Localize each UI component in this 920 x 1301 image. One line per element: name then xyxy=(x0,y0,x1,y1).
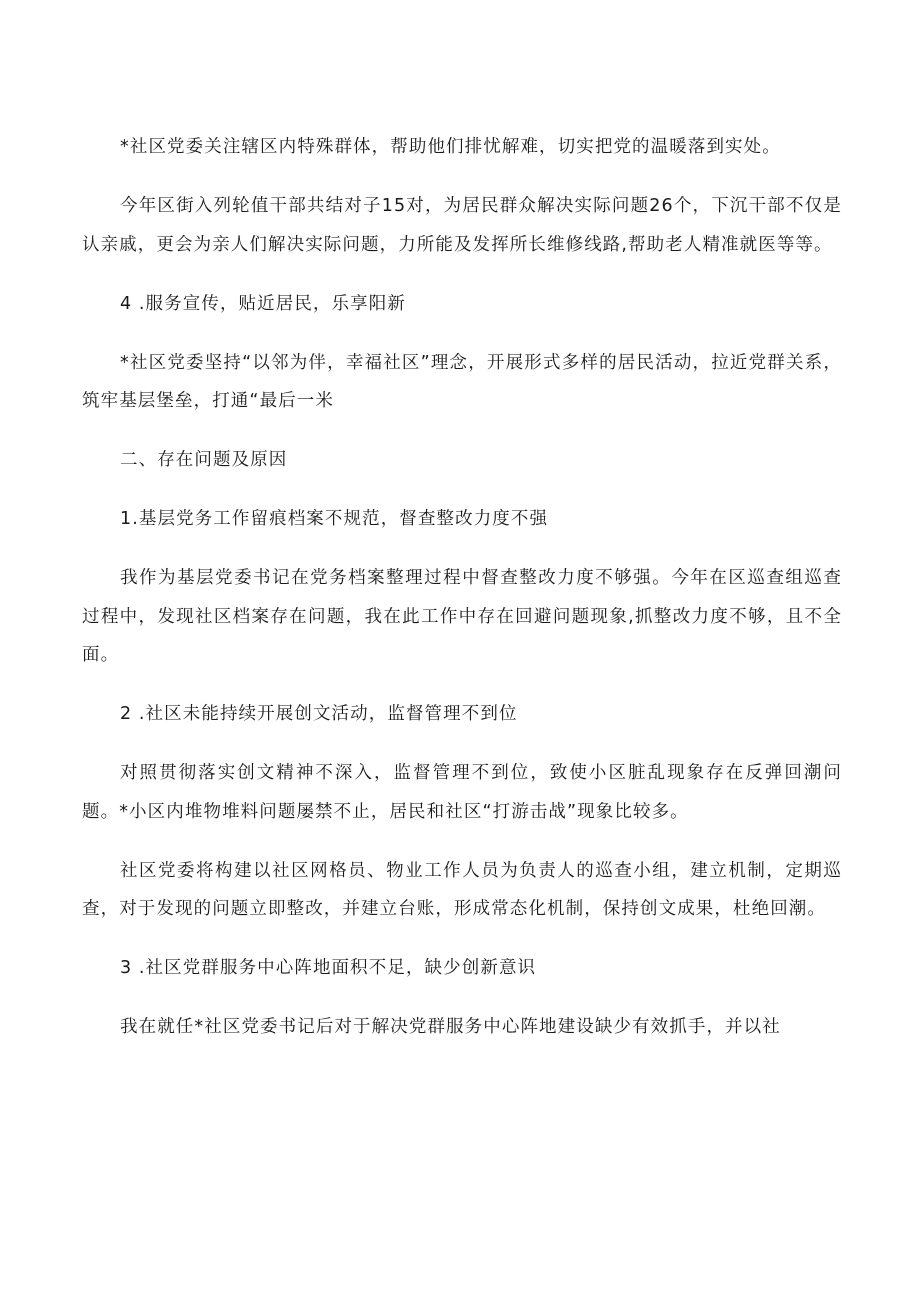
heading-civilization-campaign: 2 .社区未能持续开展创文活动，监督管理不到位 xyxy=(120,704,518,724)
heading-service-promotion: 4 .服务宣传，贴近居民，乐享阳新 xyxy=(120,293,406,314)
heading-service-center: 3 .社区党群服务中心阵地面积不足，缺少创新意识 xyxy=(120,958,537,978)
paragraph-civilization-detail: 对照贯彻落实创文精神不深入，监督管理不到位，致使小区脏乱现象存在反弹回潮问题。*小区内堆物堆料问题屡禁不止，居民和社区“打游击战”现象比较多。 xyxy=(82,763,842,822)
paragraph-inspection-plan: 社区党委将构建以社区网格员、物业工作人员为负责人的巡查小组，建立机制，定期巡查，对于发现的问题立即整改，并建立台账，形成常态化机制，保持创文成果，杜绝回潮。 xyxy=(82,860,842,919)
document-body xyxy=(82,128,842,1067)
paragraph-archive-detail: 我作为基层党委书记在党务档案整理过程中督查整改力度不够强。今年在区巡查组巡查过程中，发现社区档案存在问题，我在此工作中存在回避问题现象,抓整改力度不够，且不全面。 xyxy=(82,568,842,665)
paragraph-service-center-detail: 我在就任*社区党委书记后对于解决党群服务中心阵地建设缺少有效抓手，并以社 xyxy=(120,1017,781,1037)
heading-archive-issue: 1.基层党务工作留痕档案不规范，督查整改力度不强 xyxy=(120,509,549,529)
paragraph-neighbor-concept: *社区党委坚持“以邻为伴，幸福社区”理念，开展形式多样的居民活动，拉近党群关系，筑牢基层堡垒，打通“最后一米 xyxy=(82,352,842,411)
section-heading-problems: 二、存在问题及原因 xyxy=(120,450,288,470)
paragraph-special-groups: *社区党委关注辖区内特殊群体，帮助他们排忧解难，切实把党的温暖落到实处。 xyxy=(120,137,781,157)
paragraph-cadre-pairing: 今年区街入列轮值干部共结对子15对，为居民群众解决实际问题26个，下沉干部不仅是认亲戚，更会为亲人们解决实际问题，力所能及发挥所长维修线路,帮助老人精准就医等等。 xyxy=(82,196,842,255)
